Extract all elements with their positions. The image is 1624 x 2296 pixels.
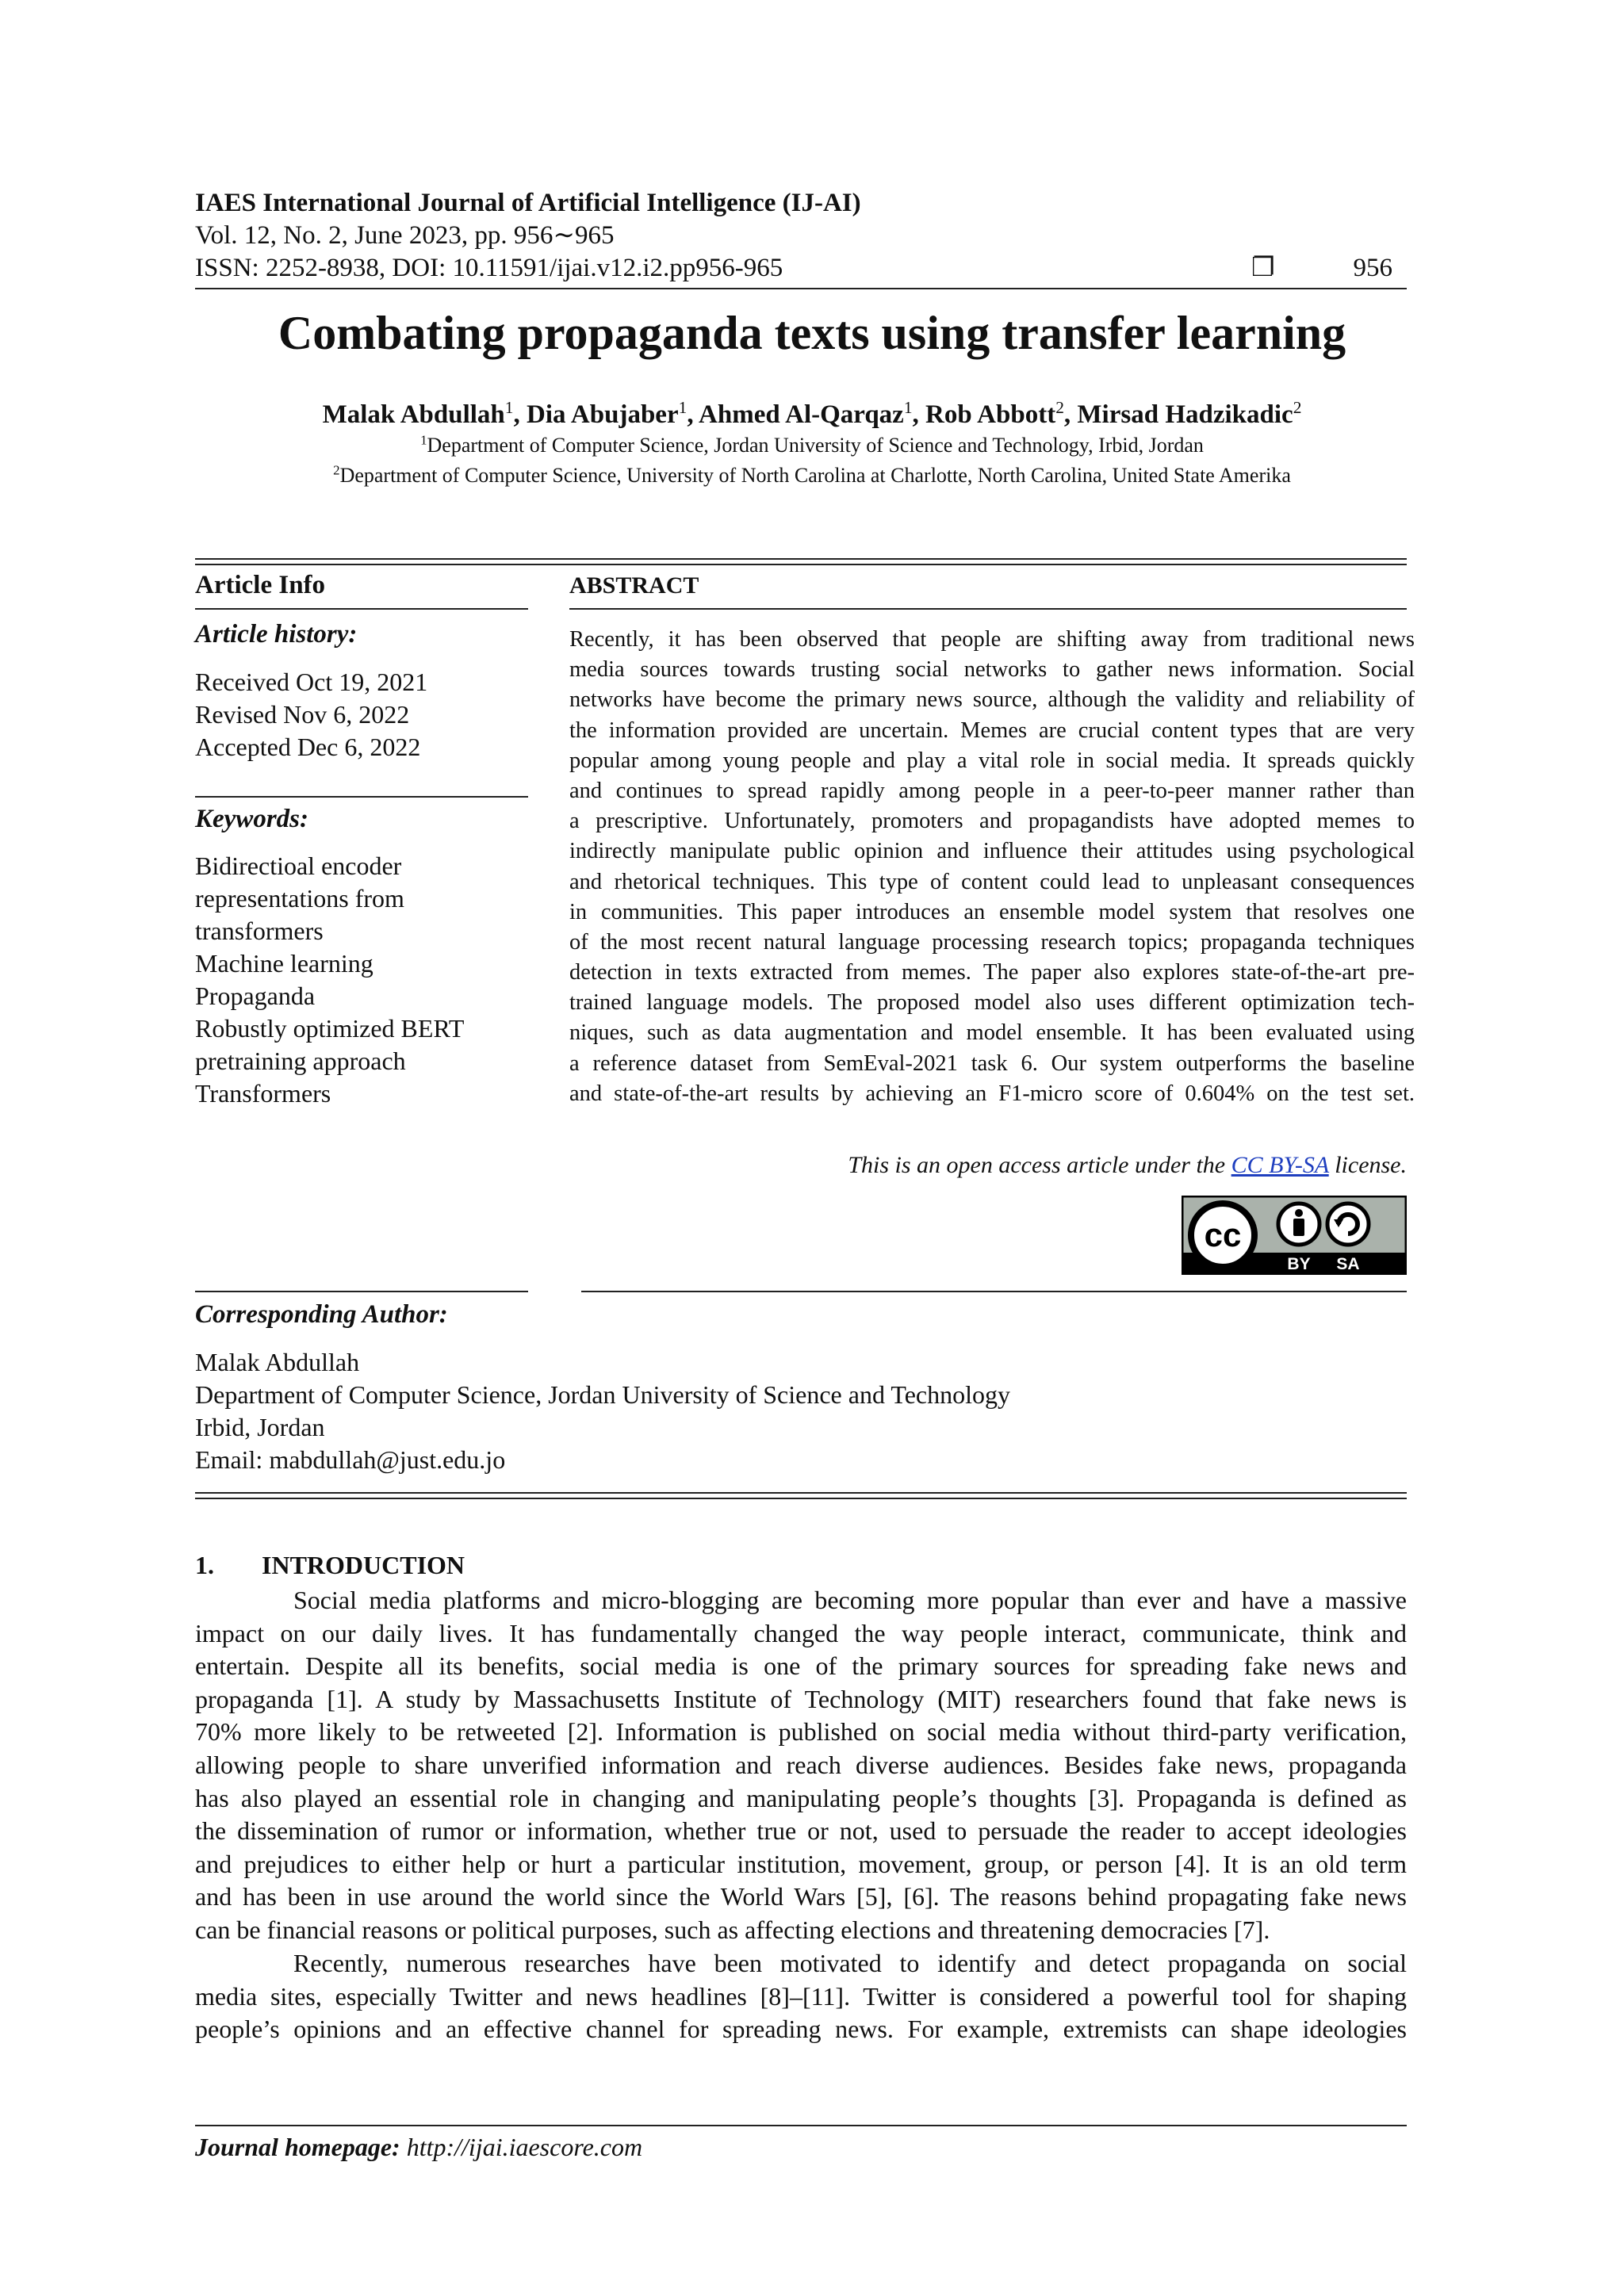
sa-text: SA bbox=[1336, 1255, 1360, 1273]
info-top-rule bbox=[195, 564, 1407, 565]
abstract-heading: ABSTRACT bbox=[569, 572, 699, 599]
keyword-line: Robustly optimized BERT bbox=[195, 1014, 465, 1043]
received-date: Received Oct 19, 2021 bbox=[195, 668, 428, 696]
journal-name: IAES International Journal of Artificial Intelligence (IJ-AI) bbox=[195, 189, 861, 217]
affiliation-2: $^2$Department of Computer Science, University of North Carolina at Charlotte, North Carolina, United State Amerika bbox=[333, 462, 1291, 487]
by-text: BY bbox=[1287, 1255, 1311, 1273]
body-line: media sites, especially Twitter and news headlines [8]–[11]. Twitter is considered a powerful tool for shaping bbox=[195, 1981, 1407, 2011]
section-heading: INTRODUCTION bbox=[262, 1551, 465, 1579]
corresponding-name: Malak Abdullah bbox=[195, 1348, 360, 1376]
abstract-line: niques, such as data augmentation and model ensemble. It has been evaluated using bbox=[569, 1020, 1415, 1046]
section-number: 1. bbox=[195, 1551, 214, 1579]
body-line: people’s opinions and an effective channel for spreading news. For example, extremists can shape ideologies bbox=[195, 2015, 1407, 2044]
keyword-line: pretraining approach bbox=[195, 1047, 406, 1075]
author-name: Mirsad Hadzikadic bbox=[1077, 400, 1293, 429]
author-name: Malak Abdullah bbox=[322, 400, 505, 429]
abstract-line: networks have become the primary news source, although the validity and reliability of bbox=[569, 687, 1415, 713]
body-line: can be financial reasons or political purposes, such as affecting elections and threatening democracies [7]. bbox=[195, 1915, 1270, 1944]
keywords-list bbox=[195, 850, 464, 1110]
author-name: Dia Abujaber bbox=[527, 400, 679, 429]
keyword-line: Propaganda bbox=[195, 982, 316, 1010]
accepted-date: Accepted Dec 6, 2022 bbox=[195, 733, 421, 761]
corresponding-rule bbox=[195, 1291, 528, 1292]
keyword-line: Machine learning bbox=[195, 949, 373, 978]
license-statement: This is an open access article under the CC BY-SA license. bbox=[848, 1152, 1407, 1178]
abstract-bottom-rule bbox=[581, 1291, 1407, 1292]
corresponding-heading: Corresponding Author: bbox=[195, 1300, 448, 1329]
intro-paragraph-1 bbox=[195, 1584, 1407, 1947]
abstract-line: popular among young people and play a vital role in social media. It spreads quickly bbox=[569, 748, 1415, 773]
article-info-heading: Article Info bbox=[195, 571, 326, 599]
revised-date: Revised Nov 6, 2022 bbox=[195, 700, 410, 729]
keyword-line: Bidirectioal encoder bbox=[195, 851, 402, 880]
abstract-line: and continues to spread rapidly among people in a peer-to-peer manner rather than bbox=[569, 778, 1415, 803]
box-icon: ❐ bbox=[1251, 254, 1275, 282]
cc-by-sa-logo bbox=[1182, 1196, 1407, 1275]
journal-volume: Vol. 12, No. 2, June 2023, pp. 956∼965 bbox=[195, 221, 615, 250]
header-rule bbox=[195, 288, 1407, 289]
abstract-line: indirectly manipulate public opinion and influence their attitudes using psychological bbox=[569, 839, 1415, 864]
body-line: allowing people to share unverified information and reach diverse audiences. Besides fake news, propaganda bbox=[195, 1750, 1407, 1779]
abstract-line: trained language models. The proposed model also uses different optimization tech- bbox=[569, 990, 1415, 1016]
info-bottom-rule bbox=[195, 1498, 1407, 1499]
cc-text: cc bbox=[1204, 1216, 1242, 1253]
abstract-line: Recently, it has been observed that people are shifting away from traditional news bbox=[569, 627, 1415, 652]
abstract-line: in communities. This paper introduces an ensemble model system that resolves one bbox=[569, 899, 1415, 924]
abstract-line: and rhetorical techniques. This type of content could lead to unpleasant consequences bbox=[569, 869, 1415, 894]
abstract-line: a reference dataset from SemEval-2021 task 6. Our system outperforms the baseline bbox=[569, 1050, 1415, 1076]
abstract-line: of the most recent natural language processing research topics; propaganda techniques bbox=[569, 929, 1415, 955]
keywords-rule bbox=[195, 796, 528, 798]
info-bottom-rule bbox=[195, 1492, 1407, 1494]
body-line: entertain. Despite all its benefits, social media is one of the primary sources for spreading fake news and bbox=[195, 1651, 1407, 1681]
author-list: Malak Abdullah$^1$, Dia Abujaber$^1$, Ahmed Al-Qarqaz$^1$, Rob Abbott$^2$, Mirsad Hadzikadic$^2$ bbox=[322, 398, 1302, 429]
journal-homepage bbox=[195, 2133, 642, 2162]
body-line: propaganda [1]. A study by Massachusetts Institute of Technology (MIT) researchers found that fake news is bbox=[195, 1684, 1407, 1713]
body-line: and prejudices to either help or hurt a particular institution, movement, group, or person [4]. It is an old term bbox=[195, 1849, 1407, 1878]
cc-by-sa-badge[interactable] bbox=[1182, 1196, 1407, 1275]
keywords-heading: Keywords: bbox=[195, 805, 308, 833]
body-line: 70% more likely to be retweeted [2]. Information is published on social media without third-party verification, bbox=[195, 1717, 1407, 1747]
homepage-label: Journal homepage: bbox=[195, 2133, 400, 2161]
affiliation-1: $^1$Department of Computer Science, Jordan University of Science and Technology, Irbid, Jordan bbox=[420, 432, 1204, 457]
license-link[interactable]: CC BY-SA bbox=[1231, 1152, 1329, 1178]
author-name: Ahmed Al-Qarqaz bbox=[699, 400, 904, 429]
abstract-body bbox=[569, 625, 1415, 1109]
intro-paragraph-2 bbox=[195, 1947, 1407, 2046]
author-name: Rob Abbott bbox=[925, 400, 1056, 429]
corresponding-email: Email: mabdullah@just.edu.jo bbox=[195, 1445, 506, 1474]
body-line: the dissemination of rumor or information, whether true or not, used to persuade the reader to accept ideologies bbox=[195, 1816, 1407, 1846]
article-history-heading: Article history: bbox=[195, 620, 358, 649]
article-info-rule bbox=[195, 608, 528, 610]
homepage-link[interactable]: http://ijai.iaescore.com bbox=[406, 2133, 643, 2161]
corresponding-department: Department of Computer Science, Jordan University of Science and Technology bbox=[195, 1380, 1010, 1409]
abstract-rule bbox=[569, 608, 1407, 610]
paper-title: Combating propaganda texts using transfer learning bbox=[278, 307, 1346, 359]
body-line: Recently, numerous researches have been motivated to identify and detect propaganda on social bbox=[293, 1949, 1407, 1977]
body-line: Social media platforms and micro-blogging are becoming more popular than ever and have a massive bbox=[293, 1586, 1407, 1614]
corresponding-city: Irbid, Jordan bbox=[195, 1413, 325, 1441]
footer-rule bbox=[195, 2125, 1407, 2126]
journal-issn-doi: ISSN: 2252-8938, DOI: 10.11591/ijai.v12.i2.pp956-965 bbox=[195, 254, 783, 282]
abstract-line: a prescriptive. Unfortunately, promoters and propagandists have adopted memes to bbox=[569, 809, 1415, 834]
body-line: impact on our daily lives. It has fundamentally changed the way people interact, communicate, think and bbox=[195, 1618, 1407, 1647]
abstract-line: the information provided are uncertain. Memes are crucial content types that are very bbox=[569, 718, 1415, 743]
page-number: 956 bbox=[1353, 254, 1392, 282]
abstract-line: and state-of-the-art results by achieving an F1-micro score of 0.604% on the test set. bbox=[569, 1081, 1415, 1106]
info-top-rule bbox=[195, 558, 1407, 560]
abstract-line: media sources towards trusting social networks to gather news information. Social bbox=[569, 657, 1415, 683]
body-line: and has been in use around the world since the World Wars [5], [6]. The reasons behind propagating fake news bbox=[195, 1882, 1407, 1911]
keyword-line: transformers bbox=[195, 916, 324, 945]
keyword-line: representations from bbox=[195, 884, 404, 913]
keyword-line: Transformers bbox=[195, 1079, 331, 1108]
body-line: has also played an essential role in changing and manipulating people’s thoughts [3]. Propaganda is defined as bbox=[195, 1783, 1407, 1812]
abstract-line: detection in texts extracted from memes. The paper also explores state-of-the-art pre- bbox=[569, 960, 1415, 985]
